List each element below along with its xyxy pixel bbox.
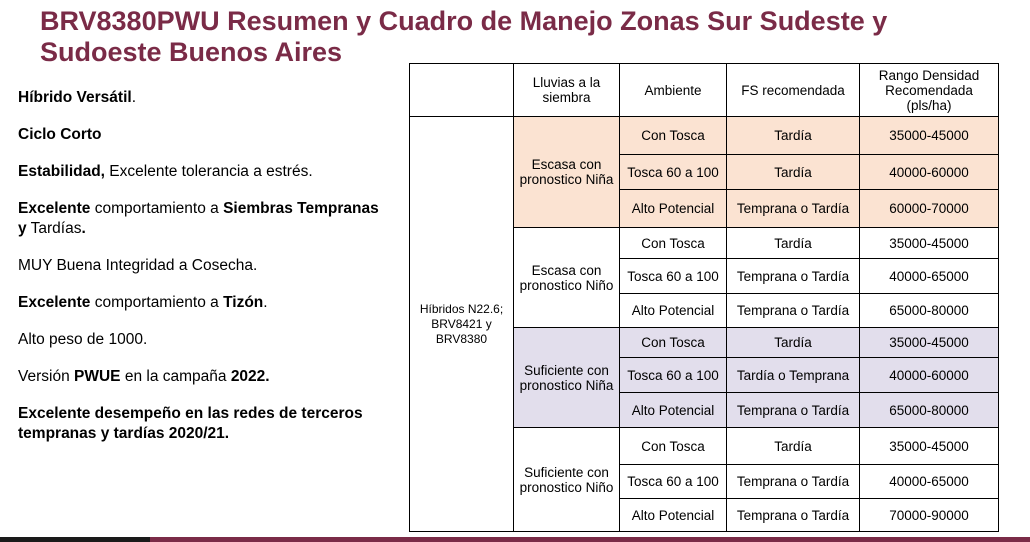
ambiente-cell: Con Tosca: [620, 428, 727, 465]
header-blank: [410, 64, 514, 117]
header-row: [410, 64, 999, 117]
slide-title: BRV8380PWU Resumen y Cuadro de Manejo Zonas Sur Sudeste y Sudoeste Buenos Aires: [40, 6, 888, 67]
fs-cell: Temprana o Tardía: [727, 294, 860, 328]
ambiente-cell: Alto Potencial: [620, 499, 727, 532]
feature-version: Versión PWUE en la campaña 2022.: [18, 368, 270, 385]
rango-cell: 40000-60000: [860, 155, 999, 190]
fs-cell: Tardía: [727, 117, 860, 155]
rango-cell: 65000-80000: [860, 294, 999, 328]
ambiente-cell: Tosca 60 a 100: [620, 465, 727, 499]
ambiente-cell: Tosca 60 a 100: [620, 155, 727, 190]
rango-cell: 40000-65000: [860, 465, 999, 499]
fs-cell: Tardía: [727, 428, 860, 465]
ambiente-cell: Alto Potencial: [620, 294, 727, 328]
ambiente-cell: Con Tosca: [620, 328, 727, 358]
hybrids-cell: Híbridos N22.6; BRV8421 y BRV8380: [410, 117, 514, 532]
header-lluvias: Lluvias a la siembra: [514, 64, 620, 117]
rango-cell: 40000-60000: [860, 358, 999, 393]
lluvias-group-cell: Escasa con pronostico Niño: [514, 228, 620, 328]
feature-tizon: Excelente comportamiento a Tizón.: [18, 294, 268, 311]
feature-estabilidad: Estabilidad, Excelente tolerancia a estrés.: [18, 163, 313, 180]
ambiente-cell: Alto Potencial: [620, 393, 727, 428]
feature-desempeno: Excelente desempeño en las redes de terceros tempranas y tardías 2020/21.: [18, 405, 363, 442]
fs-cell: Temprana o Tardía: [727, 259, 860, 294]
lluvias-group-cell: Escasa con pronostico Niña: [514, 117, 620, 228]
fs-cell: Tardía o Temprana: [727, 358, 860, 393]
fs-cell: Tardía: [727, 328, 860, 358]
feature-versatil: Híbrido Versátil.: [18, 89, 137, 106]
rango-cell: 35000-45000: [860, 117, 999, 155]
header-ambiente: Ambiente: [620, 64, 727, 117]
ambiente-cell: Tosca 60 a 100: [620, 358, 727, 393]
fs-cell: Tardía: [727, 155, 860, 190]
fs-cell: Temprana o Tardía: [727, 190, 860, 228]
rango-cell: 60000-70000: [860, 190, 999, 228]
management-table: [409, 63, 999, 532]
fs-cell: Temprana o Tardía: [727, 393, 860, 428]
rango-cell: 35000-45000: [860, 428, 999, 465]
feature-peso: Alto peso de 1000.: [18, 331, 148, 348]
feature-list: [18, 88, 388, 461]
rango-cell: 35000-45000: [860, 228, 999, 259]
feature-ciclo: Ciclo Corto: [18, 126, 102, 143]
header-fs: FS recomendada: [727, 64, 860, 117]
ambiente-cell: Con Tosca: [620, 228, 727, 259]
fs-cell: Tardía: [727, 228, 860, 259]
table-row: [410, 117, 999, 155]
fs-cell: Temprana o Tardía: [727, 499, 860, 532]
rango-cell: 70000-90000: [860, 499, 999, 532]
lluvias-group-cell: Suficiente con pronostico Niño: [514, 428, 620, 532]
ambiente-cell: Tosca 60 a 100: [620, 259, 727, 294]
fs-cell: Temprana o Tardía: [727, 465, 860, 499]
bottom-bar: [0, 537, 1030, 542]
rango-cell: 40000-65000: [860, 259, 999, 294]
ambiente-cell: Con Tosca: [620, 117, 727, 155]
ambiente-cell: Alto Potencial: [620, 190, 727, 228]
rango-cell: 35000-45000: [860, 328, 999, 358]
bottom-bar-dark-segment: [0, 537, 150, 542]
feature-siembras: Excelente comportamiento a Siembras Tempranas y Tardías.: [18, 200, 379, 237]
rango-cell: 65000-80000: [860, 393, 999, 428]
feature-integridad: MUY Buena Integridad a Cosecha.: [18, 257, 258, 274]
lluvias-group-cell: Suficiente con pronostico Niña: [514, 328, 620, 428]
header-rango: Rango Densidad Recomendada (pls/ha): [860, 64, 999, 117]
